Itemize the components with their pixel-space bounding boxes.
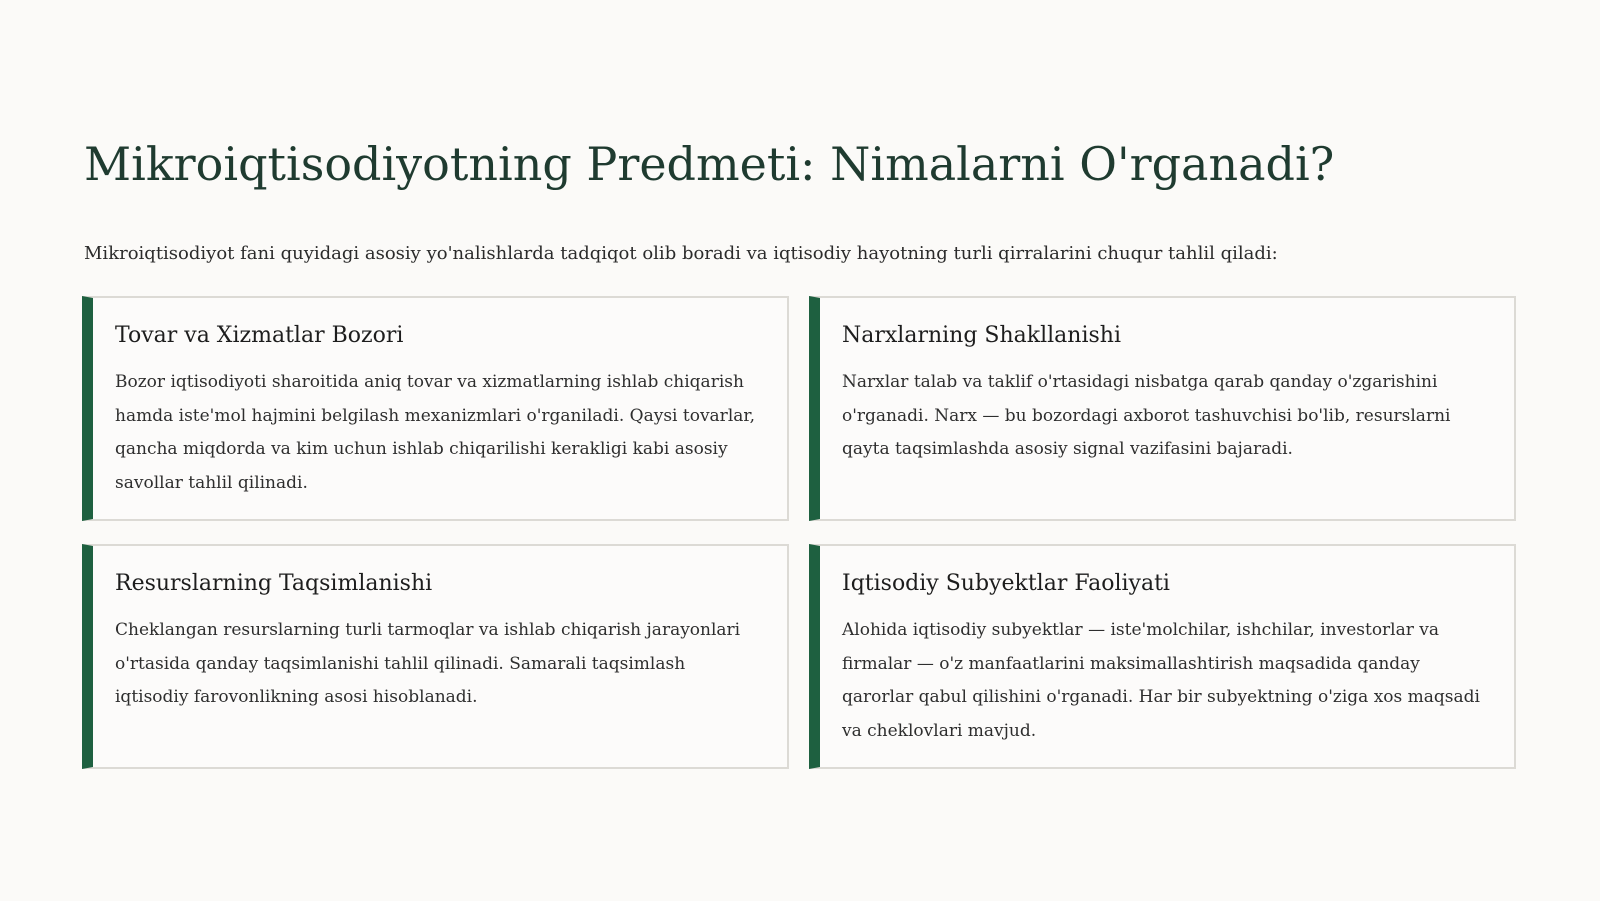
slide <box>84 0 1516 901</box>
intro-text: Mikroiqtisodiyot fani quyidagi asosiy yo'nalishlarda tadqiqot olib boradi va iqtisodiy hayotning turli qirralarini chuqur tahlil qiladi: <box>84 243 1278 264</box>
card-text: Alohida iqtisodiy subyektlar — iste'molchilar, ishchilar, investorlar va firmalar — o'z manfaatlarini maksimallashtirish maqsadida qanday qarorlar qabul qilishini o'rganadi. Har bir subyektning o'ziga xos maqsadi va cheklovlari mavjud. <box>842 620 1480 741</box>
card-text: Narxlar talab va taklif o'rtasidagi nisbatga qarab qanday o'zgarishini o'rganadi. Narx — bu bozordagi axborot tashuvchisi bo'lib, resurslarni qayta taqsimlashda asosiy signal vazifasini bajaradi. <box>842 372 1451 460</box>
card-title: Resurslarning Taqsimlanishi <box>115 571 433 596</box>
topic-card-resource-allocation <box>82 544 789 769</box>
topic-card-economic-agents <box>809 544 1516 769</box>
card-title: Narxlarning Shakllanishi <box>842 323 1121 348</box>
card-title: Tovar va Xizmatlar Bozori <box>115 323 404 348</box>
page-title: Mikroiqtisodiyotning Predmeti: Nimalarni O'rganadi? <box>84 137 1335 191</box>
card-title: Iqtisodiy Subyektlar Faoliyati <box>842 571 1170 596</box>
topic-card-goods-services <box>82 296 789 521</box>
card-text: Bozor iqtisodiyoti sharoitida aniq tovar va xizmatlarning ishlab chiqarish hamda iste'mol hajmini belgilash mexanizmlari o'rganiladi. Qaysi tovarlar, qancha miqdorda va kim uchun ishlab chiqarilishi kerakligi kabi asosiy savollar tahlil qilinadi. <box>115 372 756 493</box>
card-text: Cheklangan resurslarning turli tarmoqlar va ishlab chiqarish jarayonlari o'rtasida qanday taqsimlanishi tahlil qilinadi. Samarali taqsimlash iqtisodiy farovonlikning asosi hisoblanadi. <box>115 620 741 708</box>
topic-cards-grid <box>82 296 1516 769</box>
topic-card-price-formation <box>809 296 1516 521</box>
